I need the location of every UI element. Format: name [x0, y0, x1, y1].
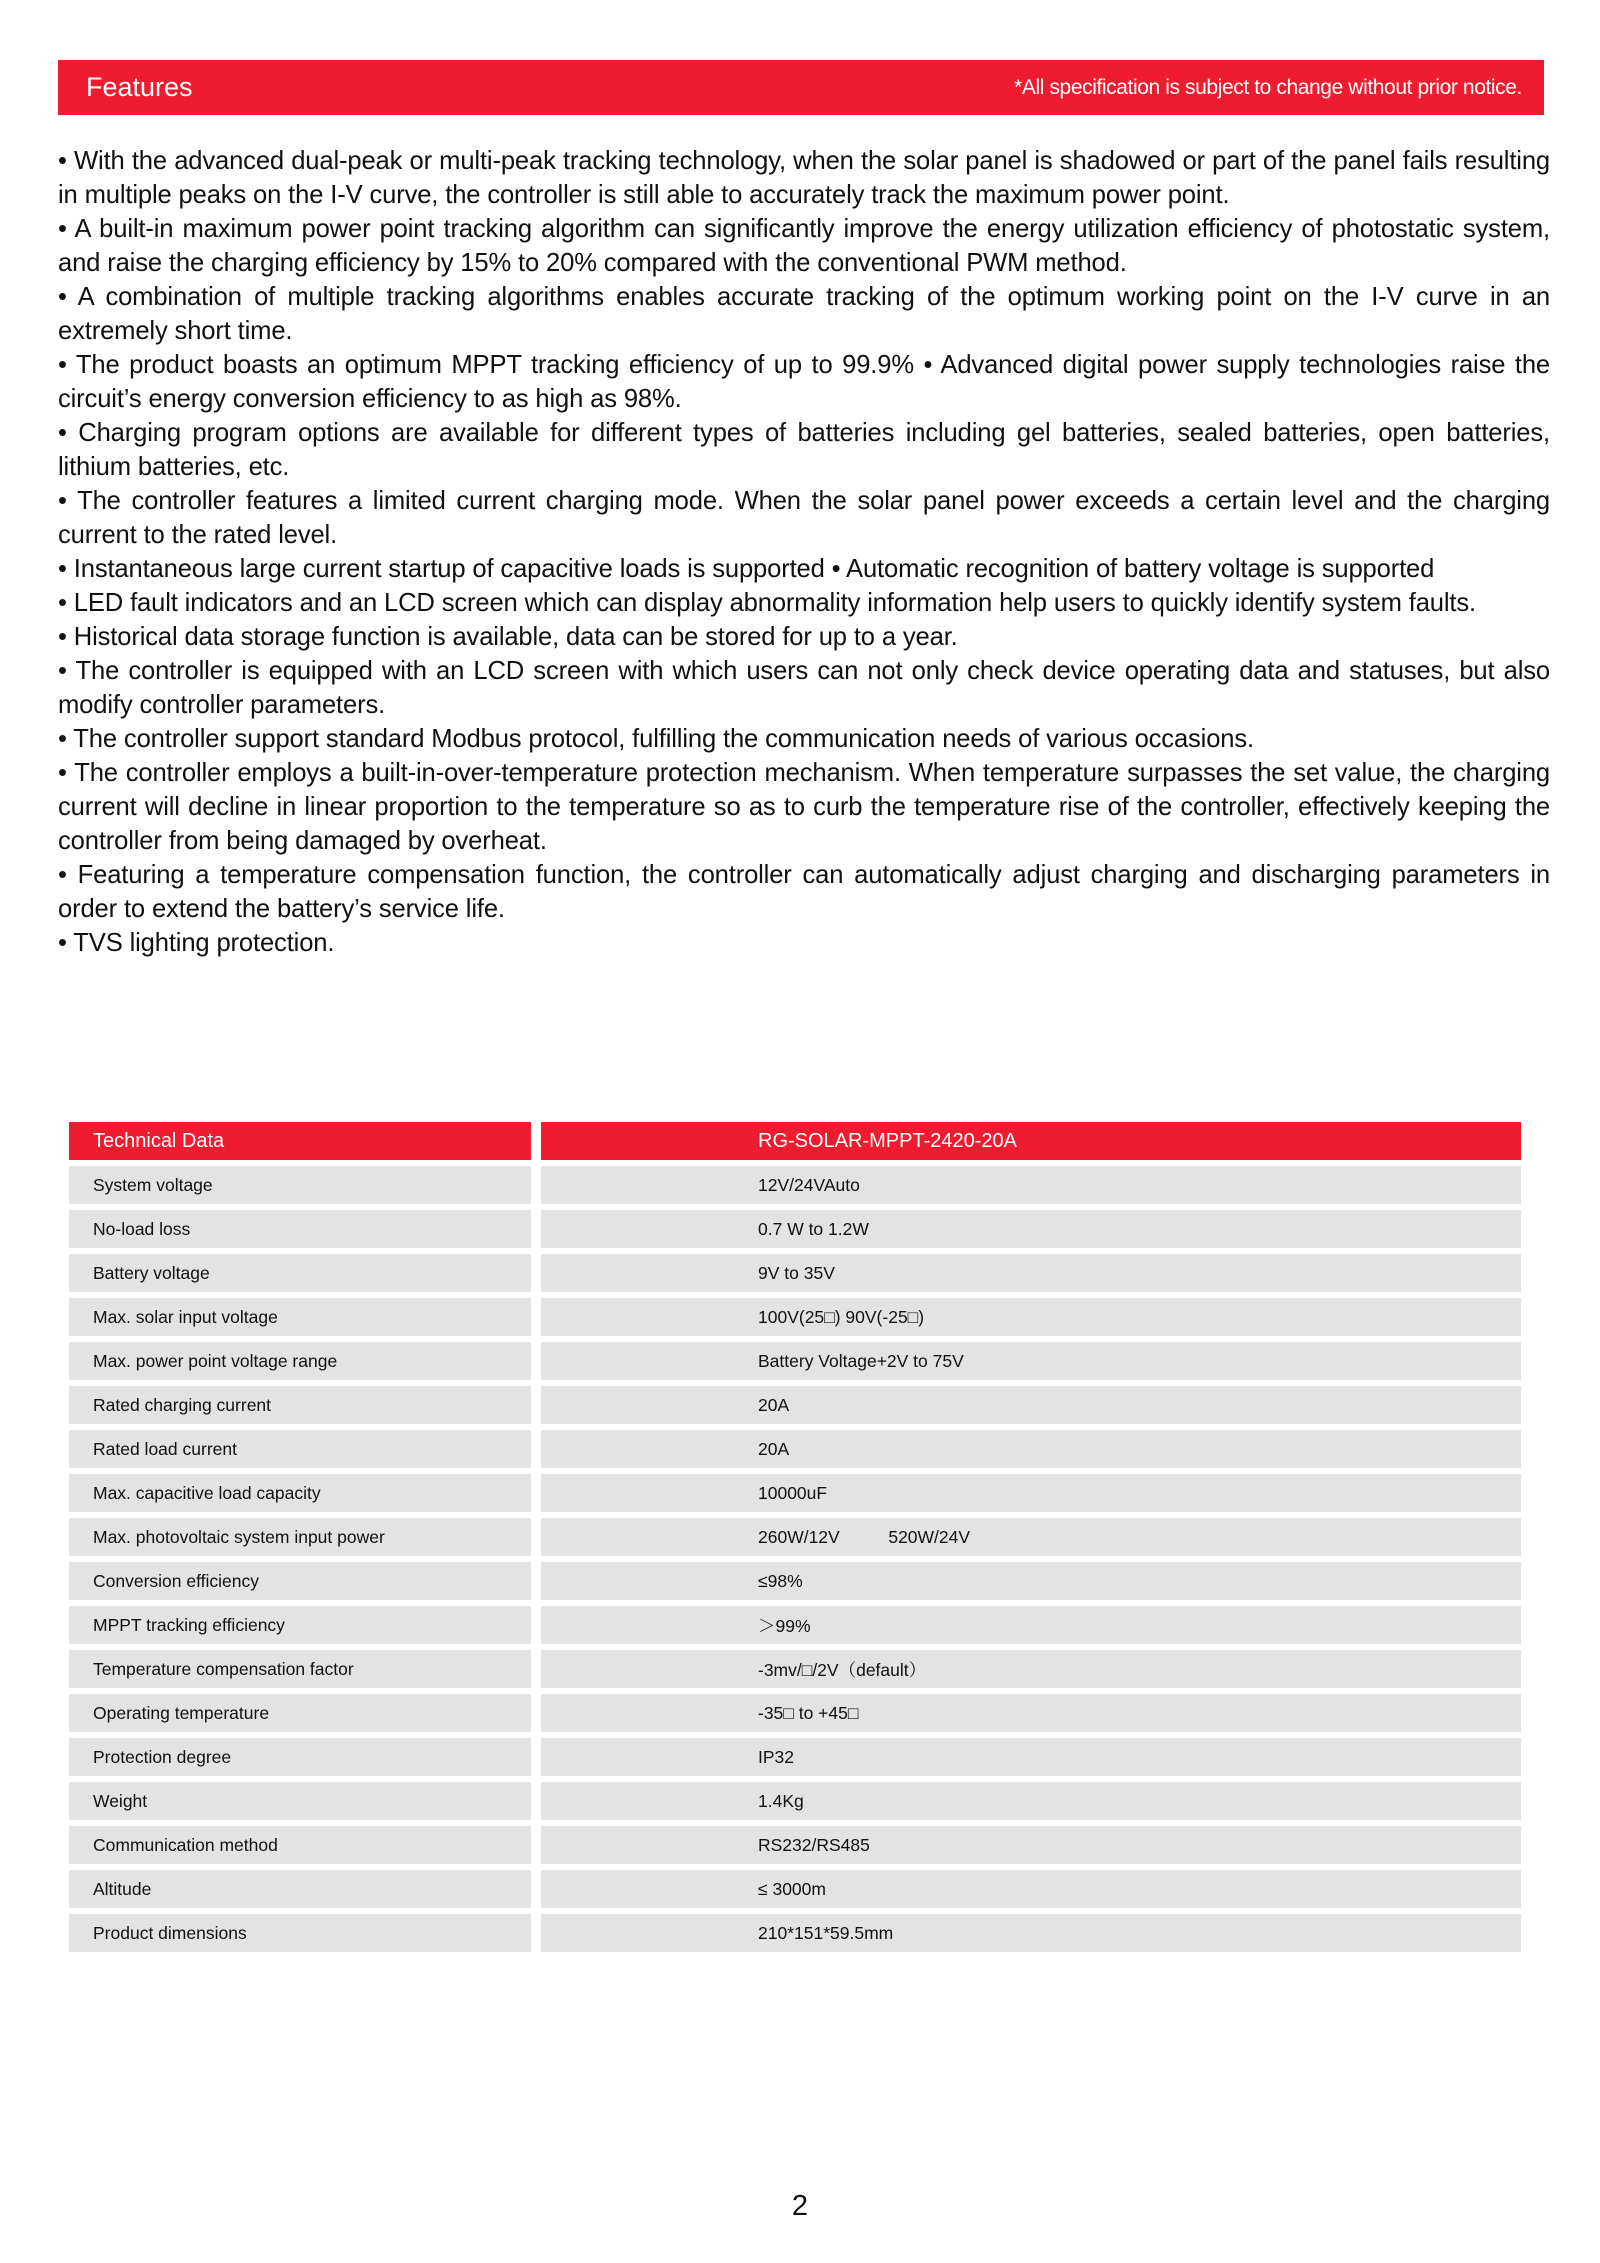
spec-value: 0.7 W to 1.2W: [541, 1210, 1521, 1248]
spec-label: Protection degree: [69, 1738, 531, 1776]
feature-item: • The controller employs a built-in-over-temperature protection mechanism. When temperature surpasses the set value, the charging current will decline in linear proportion to the temperature so as to curb the temperature rise of the controller, effectively keeping the controller from being damaged by overheat.: [58, 759, 1550, 855]
spec-value: IP32: [541, 1738, 1521, 1776]
table-header-row: [69, 1122, 1521, 1160]
feature-item: • LED fault indicators and an LCD screen which can display abnormality information help users to quickly identify system faults.: [58, 589, 1476, 617]
feature-item: • Historical data storage function is available, data can be stored for up to a year.: [58, 623, 958, 651]
features-header-bar: [58, 60, 1544, 115]
spec-value: 1.4Kg: [541, 1782, 1521, 1820]
feature-item: • A built-in maximum power point tracking algorithm can significantly improve the energy utilization efficiency of photostatic system, and raise the charging efficiency by 15% to 20% compared with the conventional PWM method.: [58, 215, 1550, 277]
spec-label: Conversion efficiency: [69, 1562, 531, 1600]
table-row: [69, 1254, 1521, 1292]
spec-label: No-load loss: [69, 1210, 531, 1248]
spec-value: 20A: [541, 1386, 1521, 1424]
feature-item: • With the advanced dual-peak or multi-peak tracking technology, when the solar panel is shadowed or part of the panel fails resulting in multiple peaks on the I-V curve, the controller is still able to accurately track the maximum power point.: [58, 147, 1550, 209]
table-header-label: Technical Data: [69, 1122, 531, 1160]
feature-item: • TVS lighting protection.: [58, 929, 335, 957]
spec-label: Communication method: [69, 1826, 531, 1864]
table-row: [69, 1342, 1521, 1380]
table-row: [69, 1870, 1521, 1908]
table-row: [69, 1166, 1521, 1204]
table-row: [69, 1430, 1521, 1468]
feature-item: • The controller is equipped with an LCD screen with which users can not only check device operating data and statuses, but also modify controller parameters.: [58, 657, 1550, 719]
feature-item: • A combination of multiple tracking algorithms enables accurate tracking of the optimum working point on the I-V curve in an extremely short time.: [58, 283, 1550, 345]
spec-label: Temperature compensation factor: [69, 1650, 531, 1688]
feature-item: • Charging program options are available for different types of batteries including gel batteries, sealed batteries, open batteries, lithium batteries, etc.: [58, 419, 1550, 481]
table-row: [69, 1518, 1521, 1556]
table-row: [69, 1694, 1521, 1732]
section-title: Features: [86, 72, 193, 102]
feature-item: • The controller support standard Modbus protocol, fulfilling the communication needs of various occasions.: [58, 725, 1254, 753]
table-row: [69, 1210, 1521, 1248]
spec-value: RS232/RS485: [541, 1826, 1521, 1864]
spec-label: Max. power point voltage range: [69, 1342, 531, 1380]
spec-value: 9V to 35V: [541, 1254, 1521, 1292]
table-row: [69, 1914, 1521, 1952]
features-list: [58, 144, 1550, 960]
technical-data-table: [69, 1122, 1521, 1958]
spec-value: ≤98%: [541, 1562, 1521, 1600]
spec-label: Max. capacitive load capacity: [69, 1474, 531, 1512]
spec-label: Altitude: [69, 1870, 531, 1908]
feature-item: • Featuring a temperature compensation function, the controller can automatically adjust charging and discharging parameters in order to extend the battery’s service life.: [58, 861, 1550, 923]
feature-item: • The product boasts an optimum MPPT tracking efficiency of up to 99.9% • Advanced digital power supply technologies raise the circuit’s energy conversion efficiency to as high as 98%.: [58, 351, 1550, 413]
spec-value: 10000uF: [541, 1474, 1521, 1512]
table-header-model: RG-SOLAR-MPPT-2420-20A: [541, 1122, 1521, 1160]
spec-value: 260W/12V 520W/24V: [541, 1518, 1521, 1556]
spec-value: -35□ to +45□: [541, 1694, 1521, 1732]
spec-label: Max. photovoltaic system input power: [69, 1518, 531, 1556]
spec-label: Product dimensions: [69, 1914, 531, 1952]
page-number: 2: [791, 2190, 809, 2222]
feature-item: • Instantaneous large current startup of capacitive loads is supported • Automatic recognition of battery voltage is supported: [58, 555, 1435, 583]
spec-value: 100V(25□) 90V(-25□): [541, 1298, 1521, 1336]
spec-value: Battery Voltage+2V to 75V: [541, 1342, 1521, 1380]
spec-value: 12V/24VAuto: [541, 1166, 1521, 1204]
spec-label: Operating temperature: [69, 1694, 531, 1732]
spec-label: Max. solar input voltage: [69, 1298, 531, 1336]
table-row: [69, 1474, 1521, 1512]
table-row: [69, 1650, 1521, 1688]
spec-value: 210*151*59.5mm: [541, 1914, 1521, 1952]
spec-label: Rated load current: [69, 1430, 531, 1468]
spec-label: System voltage: [69, 1166, 531, 1204]
table-row: [69, 1606, 1521, 1644]
spec-value: ＞99%: [541, 1606, 1521, 1644]
table-row: [69, 1386, 1521, 1424]
table-row: [69, 1782, 1521, 1820]
table-row: [69, 1562, 1521, 1600]
table-row: [69, 1826, 1521, 1864]
spec-label: Weight: [69, 1782, 531, 1820]
spec-notice: *All specification is subject to change without prior notice.: [1014, 75, 1522, 99]
spec-value: 20A: [541, 1430, 1521, 1468]
spec-label: Rated charging current: [69, 1386, 531, 1424]
table-row: [69, 1738, 1521, 1776]
spec-value: ≤ 3000m: [541, 1870, 1521, 1908]
spec-label: Battery voltage: [69, 1254, 531, 1292]
spec-label: MPPT tracking efficiency: [69, 1606, 531, 1644]
table-row: [69, 1298, 1521, 1336]
feature-item: • The controller features a limited current charging mode. When the solar panel power exceeds a certain level and the charging current to the rated level.: [58, 487, 1550, 549]
spec-value: -3mv/□/2V（default）: [541, 1650, 1521, 1688]
